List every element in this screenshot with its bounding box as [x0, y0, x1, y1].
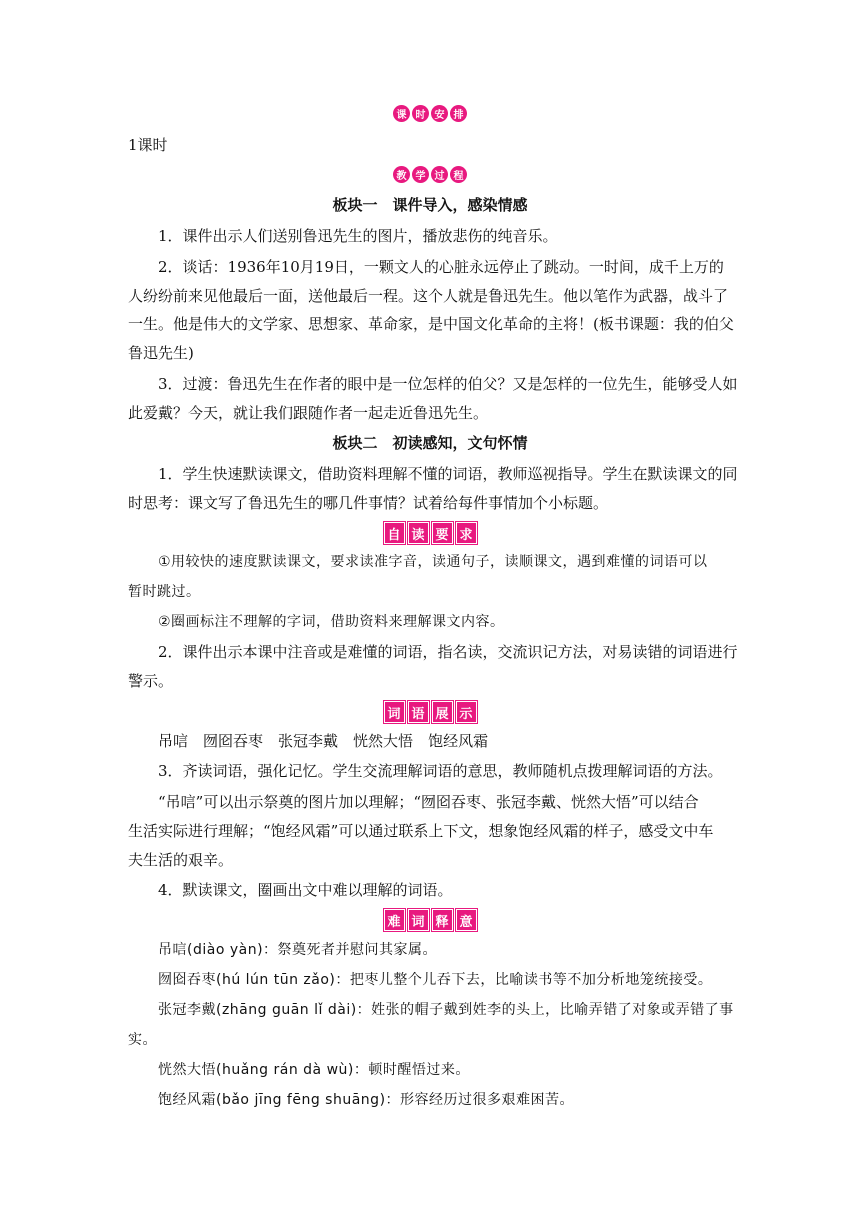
badge-char: 语: [408, 701, 429, 723]
badge-char: 读: [408, 522, 429, 544]
block2-paragraph-1-line1: 1．学生快速默读课文，借助资料理解不懂的词语，教师巡视指导。学生在默读课文的同: [158, 465, 738, 483]
badge-char: 安: [431, 105, 448, 122]
block1-paragraph-2-line1: 2．谈话：1936年10月19日，一颗文人的心脏永远停止了跳动。一时间，成千上万的: [158, 258, 724, 276]
word-item: 囫囵吞枣: [203, 732, 264, 750]
badge-char: 词: [408, 909, 429, 931]
section-badge-difficult: [0, 909, 860, 931]
block2-paragraph-3b-line3: 夫生活的艰辛。: [128, 851, 234, 869]
block1-paragraph-3-line2: 此爱戴？今天，就让我们跟随作者一起走近鲁迅先生。: [128, 404, 489, 422]
badge-char: 示: [456, 701, 477, 723]
badge-char: 释: [432, 909, 453, 931]
badge-char: 课: [393, 105, 410, 122]
word-item: 饱经风霜: [428, 732, 489, 750]
word-item: 恍然大悟: [353, 732, 414, 750]
block1-paragraph-1: 1．课件出示人们送别鲁迅先生的图片，播放悲伤的纯音乐。: [158, 227, 558, 245]
badge-char: 程: [450, 166, 467, 183]
badge-char: 求: [456, 522, 477, 544]
badge-char: 教: [393, 166, 410, 183]
requirement-2: ②圈画标注不理解的字词，借助资料来理解课文内容。: [158, 614, 505, 630]
badge-char: 排: [450, 105, 467, 122]
block1-paragraph-2-line3: 一生。他是伟大的文学家、思想家、革命家，是中国文化革命的主将！(板书课题：我的伯父: [128, 315, 734, 333]
section-badge-word-show: [0, 701, 860, 723]
badge-char: 要: [432, 522, 453, 544]
requirement-1-line1: ①用较快的速度默读课文，要求读准字音，读通句子，读顺课文，遇到难懂的词语可以: [158, 554, 708, 570]
badge-char: 展: [432, 701, 453, 723]
definition-4: 恍然大悟(huǎng rán dà wù)：顿时醒悟过来。: [158, 1062, 470, 1078]
word-item: 张冠李戴: [278, 732, 339, 750]
section-badge-self-read: [0, 522, 860, 544]
block2-paragraph-2-line1: 2．课件出示本课中注音或是难懂的词语，指名读，交流识记方法，对易读错的词语进行: [158, 643, 738, 661]
badge-char: 学: [412, 166, 429, 183]
requirement-1-line2: 暂时跳过。: [128, 584, 201, 600]
block2-paragraph-2-line2: 警示。: [128, 672, 174, 690]
definition-2: 囫囵吞枣(hú lún tūn zǎo)：把枣儿整个儿吞下去，比喻读书等不加分析地笼统接受。: [158, 972, 713, 988]
definition-5: 饱经风霜(bǎo jīng fēng shuāng)：形容经历过很多艰难困苦。: [158, 1092, 575, 1108]
badge-char: 自: [384, 522, 405, 544]
block2-paragraph-1-line2: 时思考：课文写了鲁迅先生的哪几件事情？试着给每件事情加个小标题。: [128, 494, 609, 512]
badge-char: 难: [384, 909, 405, 931]
definition-3-line2: 实。: [128, 1032, 157, 1048]
badge-char: 意: [456, 909, 477, 931]
block2-paragraph-4: 4．默读课文，圈画出文中难以理解的词语。: [158, 881, 453, 899]
block1-paragraph-2-line4: 鲁迅先生): [128, 344, 194, 362]
section-badge-process: [0, 164, 860, 186]
block2-paragraph-3b-line2: 生活实际进行理解；“饱经风霜”可以通过联系上下文，想象饱经风霜的样子，感受文中车: [128, 822, 714, 840]
badge-char: 过: [431, 166, 448, 183]
definition-3-line1: 张冠李戴(zhāng guān lǐ dài)：姓张的帽子戴到姓李的头上，比喻弄错了对象或弄错了事: [158, 1002, 734, 1018]
block2-paragraph-3b-line1: “吊唁”可以出示祭奠的图片加以理解；“囫囵吞枣、张冠李戴、恍然大悟”可以结合: [158, 793, 699, 811]
definition-1: 吊唁(diào yàn)：祭奠死者并慰问其家属。: [158, 942, 438, 958]
block2-title: 板块二 初读感知，文句怀情: [332, 434, 528, 452]
section-badge-arrangement: [0, 103, 860, 125]
word-item: 吊唁: [158, 732, 189, 750]
badge-char: 时: [412, 105, 429, 122]
word-list: [158, 731, 488, 751]
block2-paragraph-3: 3．齐读词语，强化记忆。学生交流理解词语的意思，教师随机点拨理解词语的方法。: [158, 762, 723, 780]
block1-title: 板块一 课件导入，感染情感: [332, 196, 528, 214]
class-hours: 1课时: [128, 136, 168, 154]
badge-char: 词: [384, 701, 405, 723]
block1-paragraph-2-line2: 人纷纷前来见他最后一面，送他最后一程。这个人就是鲁迅先生。他以笔作为武器，战斗了: [128, 287, 729, 305]
block1-paragraph-3-line1: 3．过渡：鲁迅先生在作者的眼中是一位怎样的伯父？又是怎样的一位先生，能够受人如: [158, 375, 738, 393]
